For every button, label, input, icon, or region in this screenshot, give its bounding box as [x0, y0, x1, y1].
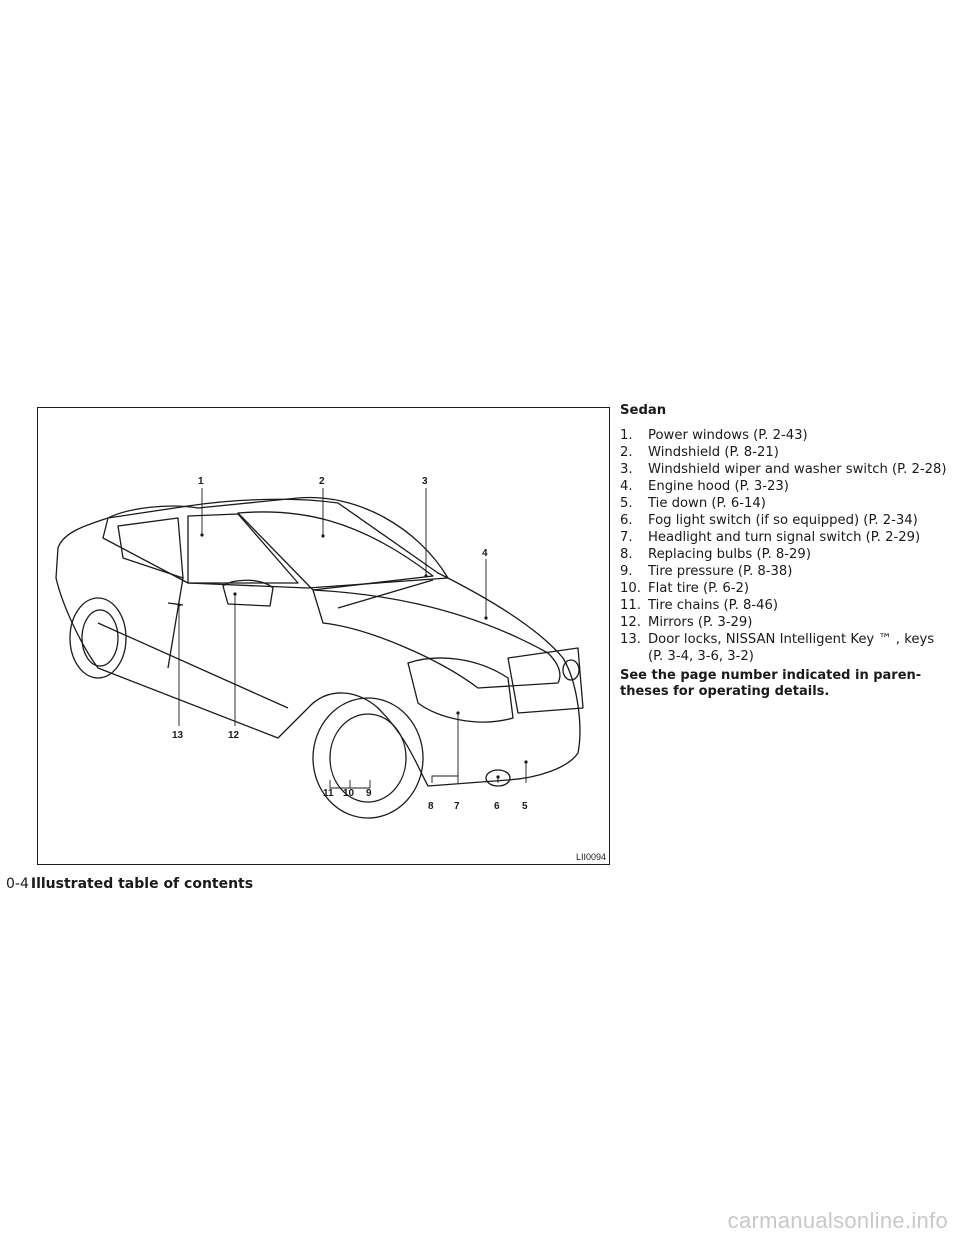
item-text: Engine hood (P. 3-23): [648, 479, 789, 494]
list-item: [620, 563, 950, 580]
legend-list: [620, 427, 950, 665]
page-number: 0-4: [6, 876, 29, 892]
callout-9: 9: [366, 788, 372, 799]
list-item: [620, 546, 950, 563]
item-number: 1.: [620, 428, 633, 443]
item-text: Mirrors (P. 3-29): [648, 615, 753, 630]
list-item: [620, 444, 950, 461]
door-line: [168, 578, 183, 668]
item-number: 2.: [620, 445, 633, 460]
list-item: [620, 529, 950, 546]
page-footer: [6, 876, 253, 892]
item-text: Door locks, NISSAN Intelligent Key ™ , keys (P. 3-4, 3-6, 3-2): [648, 632, 935, 664]
item-text: Tie down (P. 6-14): [648, 496, 766, 511]
list-item: [620, 478, 950, 495]
callout-6: 6: [494, 801, 500, 812]
front-door-window: [188, 514, 298, 583]
windshield: [238, 512, 433, 590]
car-illustration-figure: [37, 407, 610, 865]
item-text: Headlight and turn signal switch (P. 2-29): [648, 530, 921, 545]
callout-12: 12: [228, 730, 240, 741]
item-text: Replacing bulbs (P. 8-29): [648, 547, 811, 562]
callout-8: 8: [428, 801, 434, 812]
callout-2: 2: [319, 476, 325, 487]
item-number: 5.: [620, 496, 633, 511]
car-body-outline: [56, 499, 580, 786]
callout-3: 3: [422, 476, 428, 487]
callout-4: 4: [482, 548, 488, 559]
list-item: [620, 427, 950, 444]
callout-1: 1: [198, 476, 204, 487]
side-character-line: [98, 623, 288, 708]
item-number: 9.: [620, 564, 633, 579]
item-number: 12.: [620, 615, 641, 630]
list-item: [620, 614, 950, 631]
item-number: 7.: [620, 530, 633, 545]
callout-7: 7: [454, 801, 460, 812]
item-text: Windshield wiper and washer switch (P. 2-28): [648, 462, 947, 477]
item-text: Tire pressure (P. 8-38): [648, 564, 793, 579]
item-number: 8.: [620, 547, 633, 562]
sedan-line-drawing: [38, 408, 611, 866]
item-number: 6.: [620, 513, 633, 528]
operating-details-note: See the page number indicated in paren- theses for operating details.: [620, 668, 922, 699]
list-item: [620, 495, 950, 512]
door-handle: [168, 603, 183, 605]
rear-wheel-inner: [82, 610, 118, 666]
item-text: Windshield (P. 8-21): [648, 445, 779, 460]
callout-11: 11: [323, 788, 334, 799]
item-number: 10.: [620, 581, 641, 596]
callout-13: 13: [172, 730, 184, 741]
item-number: 11.: [620, 598, 641, 613]
item-number: 13.: [620, 632, 641, 647]
list-item: [620, 631, 950, 665]
item-number: 4.: [620, 479, 633, 494]
figure-id: LII0094: [575, 852, 606, 862]
callout-10: 10: [343, 788, 355, 799]
legend-heading: Sedan: [620, 403, 667, 418]
list-item: [620, 512, 950, 529]
item-text: Power windows (P. 2-43): [648, 428, 808, 443]
item-number: 3.: [620, 462, 633, 477]
headlight: [408, 658, 513, 722]
side-mirror: [223, 580, 273, 606]
watermark: carmanualsonline.info: [727, 1208, 948, 1233]
list-item: [620, 580, 950, 597]
section-title: Illustrated table of contents: [30, 876, 254, 892]
item-text: Tire chains (P. 8-46): [648, 598, 779, 613]
legend: [620, 402, 950, 700]
list-item: [620, 461, 950, 478]
item-text: Flat tire (P. 6-2): [648, 581, 750, 596]
list-item: [620, 597, 950, 614]
item-text: Fog light switch (if so equipped) (P. 2-34): [648, 513, 918, 528]
callout-5: 5: [522, 801, 528, 812]
rear-door-window: [118, 518, 183, 578]
